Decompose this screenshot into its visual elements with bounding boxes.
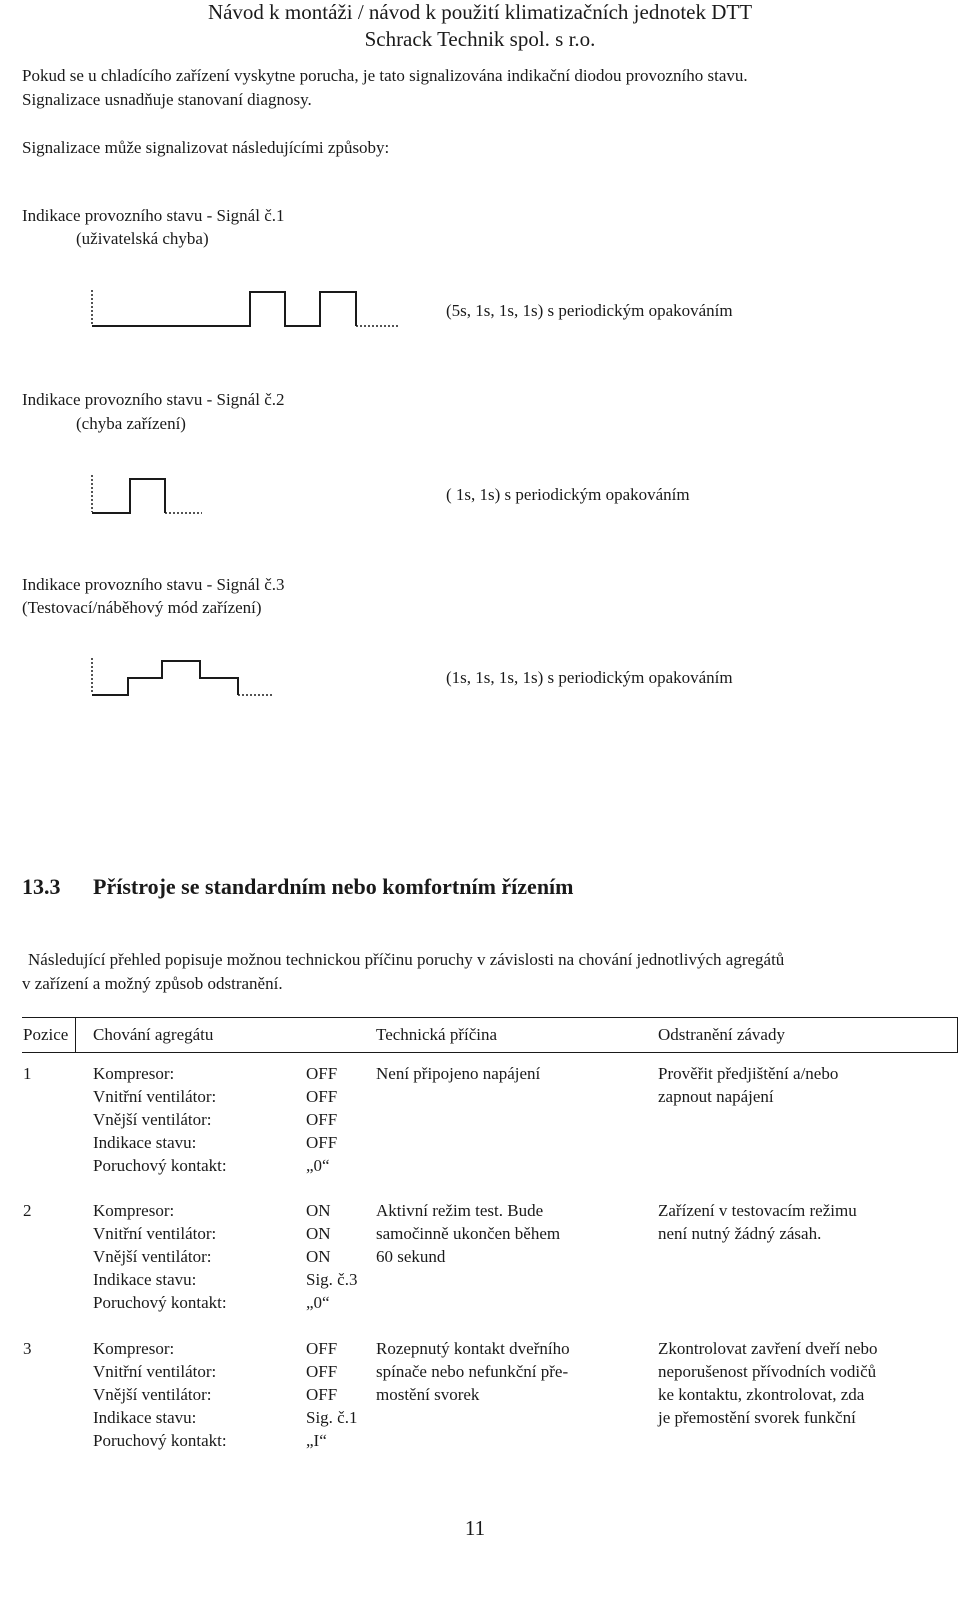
section-desc-line-1: Následující přehled popisuje možnou technickou příčinu poruchy v závislosti na chování jednotlivých agregátů bbox=[28, 950, 785, 969]
row-3-label-inner-fan: Vnitřní ventilátor: bbox=[93, 1362, 217, 1381]
row-3-label-outer-fan: Vnější ventilátor: bbox=[93, 1385, 212, 1404]
signal-1-pattern: (5s, 1s, 1s, 1s) s periodickým opakováním bbox=[446, 301, 733, 320]
row-2-label-compressor: Kompresor: bbox=[93, 1201, 175, 1220]
row-3-value-status: Sig. č.1 bbox=[306, 1408, 358, 1427]
table-right-border bbox=[957, 1017, 958, 1053]
header-title: Návod k montáži / návod k použití klimatizačních jednotek DTT bbox=[207, 0, 753, 24]
table-header-cause: Technická příčina bbox=[376, 1025, 498, 1044]
section-number: 13.3 bbox=[22, 874, 61, 899]
row-1-cause-line-1: Není připojeno napájení bbox=[376, 1064, 541, 1083]
row-1-label-status: Indikace stavu: bbox=[93, 1133, 197, 1152]
table-col-divider-1 bbox=[75, 1017, 76, 1053]
row-2-label-status: Indikace stavu: bbox=[93, 1270, 197, 1289]
signal-3-waveform bbox=[0, 0, 960, 720]
table-header-border bbox=[22, 1052, 958, 1053]
row-2-value-outer-fan: ON bbox=[306, 1247, 331, 1266]
row-1-value-compressor: OFF bbox=[306, 1064, 338, 1083]
row-1-value-status: OFF bbox=[306, 1133, 338, 1152]
row-1-value-fault-contact: „0“ bbox=[306, 1156, 330, 1175]
row-3-fix-line-1: Zkontrolovat zavření dveří nebo bbox=[658, 1339, 878, 1358]
row-3-fix-line-4: je přemostění svorek funkční bbox=[658, 1408, 856, 1427]
row-1-label-fault-contact: Poruchový kontakt: bbox=[93, 1156, 227, 1175]
header-company: Schrack Technik spol. s r.o. bbox=[364, 27, 596, 51]
table-header-behaviour: Chování agregátu bbox=[93, 1025, 214, 1044]
row-2-value-status: Sig. č.3 bbox=[306, 1270, 358, 1289]
row-2-value-compressor: ON bbox=[306, 1201, 331, 1220]
table-header-position: Pozice bbox=[23, 1025, 69, 1044]
table-row-1-position: 1 bbox=[23, 1064, 32, 1083]
row-1-label-inner-fan: Vnitřní ventilátor: bbox=[93, 1087, 217, 1106]
table-top-border bbox=[22, 1017, 958, 1018]
row-2-fix-line-1: Zařízení v testovacím režimu bbox=[658, 1201, 857, 1220]
page-number: 11 bbox=[464, 1516, 486, 1540]
section-desc-line-2: v zařízení a možný způsob odstranění. bbox=[22, 974, 283, 993]
signal-3-title: Indikace provozního stavu - Signál č.3 bbox=[22, 575, 285, 594]
row-3-value-fault-contact: „I“ bbox=[306, 1431, 327, 1450]
row-1-label-outer-fan: Vnější ventilátor: bbox=[93, 1110, 212, 1129]
row-2-cause-line-3: 60 sekund bbox=[376, 1247, 446, 1266]
table-header-fix: Odstranění závady bbox=[658, 1025, 785, 1044]
table-row-3-position: 3 bbox=[23, 1339, 32, 1358]
signal-1-title: Indikace provozního stavu - Signál č.1 bbox=[22, 206, 285, 225]
row-2-label-outer-fan: Vnější ventilátor: bbox=[93, 1247, 212, 1266]
row-1-value-inner-fan: OFF bbox=[306, 1087, 338, 1106]
row-3-value-inner-fan: OFF bbox=[306, 1362, 338, 1381]
row-1-fix-line-1: Prověřit předjištění a/nebo bbox=[658, 1064, 839, 1083]
row-3-fix-line-3: ke kontaktu, zkontrolovat, zda bbox=[658, 1385, 865, 1404]
row-3-label-compressor: Kompresor: bbox=[93, 1339, 175, 1358]
row-1-fix-line-2: zapnout napájení bbox=[658, 1087, 774, 1106]
signal-2-pattern: ( 1s, 1s) s periodickým opakováním bbox=[446, 485, 690, 504]
row-3-label-status: Indikace stavu: bbox=[93, 1408, 197, 1427]
row-3-cause-line-1: Rozepnutý kontakt dveřního bbox=[376, 1339, 570, 1358]
signal-2-subtitle: (chyba zařízení) bbox=[76, 414, 186, 433]
row-2-value-inner-fan: ON bbox=[306, 1224, 331, 1243]
row-3-label-fault-contact: Poruchový kontakt: bbox=[93, 1431, 227, 1450]
row-2-fix-line-2: není nutný žádný zásah. bbox=[658, 1224, 822, 1243]
signal-3-pattern: (1s, 1s, 1s, 1s) s periodickým opakováním bbox=[446, 668, 733, 687]
intro-line-1: Pokud se u chladícího zařízení vyskytne porucha, je tato signalizována indikační diodou provozního stavu. bbox=[22, 66, 748, 85]
intro-line-2: Signalizace usnadňuje stanovaní diagnosy. bbox=[22, 90, 312, 109]
row-2-cause-line-2: samočinně ukončen během bbox=[376, 1224, 561, 1243]
section-title: Přístroje se standardním nebo komfortním řízením bbox=[93, 874, 574, 899]
row-3-cause-line-2: spínače nebo nefunkční pře- bbox=[376, 1362, 569, 1381]
signal-1-subtitle: (uživatelská chyba) bbox=[76, 229, 209, 248]
signal-2-title: Indikace provozního stavu - Signál č.2 bbox=[22, 390, 285, 409]
row-3-fix-line-2: neporušenost přívodních vodičů bbox=[658, 1362, 877, 1381]
signal-3-subtitle: (Testovací/náběhový mód zařízení) bbox=[22, 598, 262, 617]
row-3-value-compressor: OFF bbox=[306, 1339, 338, 1358]
row-2-cause-line-1: Aktivní režim test. Bude bbox=[376, 1201, 544, 1220]
row-1-label-compressor: Kompresor: bbox=[93, 1064, 175, 1083]
table-row-2-position: 2 bbox=[23, 1201, 32, 1220]
intro-methods: Signalizace může signalizovat následujícími způsoby: bbox=[22, 138, 390, 157]
row-2-label-inner-fan: Vnitřní ventilátor: bbox=[93, 1224, 217, 1243]
row-3-value-outer-fan: OFF bbox=[306, 1385, 338, 1404]
row-2-value-fault-contact: „0“ bbox=[306, 1293, 330, 1312]
row-3-cause-line-3: mostění svorek bbox=[376, 1385, 480, 1404]
row-1-value-outer-fan: OFF bbox=[306, 1110, 338, 1129]
row-2-label-fault-contact: Poruchový kontakt: bbox=[93, 1293, 227, 1312]
